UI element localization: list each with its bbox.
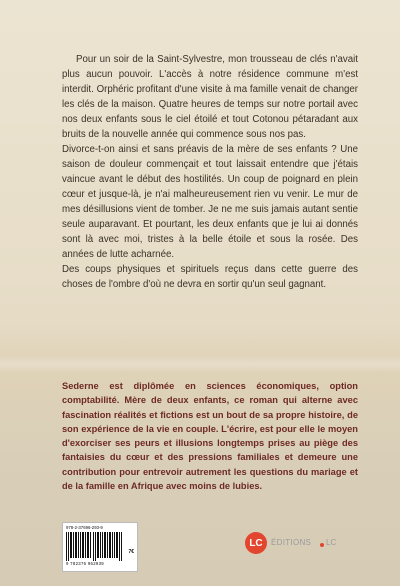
publisher-suffix: LC [326, 538, 337, 547]
barcode-number: 9 782376 962939 [66, 561, 104, 566]
publisher-logo-text: LC [249, 537, 263, 549]
barcode-bars [66, 532, 122, 561]
author-bio: Sederne est diplômée en sciences économiques, option comptabilité. Mère de deux enfants, ce roman qui alterne avec fascination réalités et fictions est un bout de sa propre histoire, de son expérience de la vie en couple. L'écrire, est pour elle le moyen d'exorciser ses peurs et illusions longtemps prises au piège des fantaisies du cœur et des pressions familiales et demeure une contribution pour entrevoir autrement les questions du mariage et de la famille en Afrique avec moins de lubies. [62, 381, 358, 492]
back-cover-blurb [62, 52, 358, 292]
isbn-label: 978-2-37696-293-9 [66, 525, 103, 530]
blurb-paragraph: Divorce-t-on ainsi et sans préavis de la mère de ses enfants ? Une saison de douleur commençait et tout laissait entendre que j'étais vaincue avant le début des hostilités. Un coup de poignard en plein cœur et jusque-là, je n'ai malheureusement rien vu venir. Le mur de mes désillusions vient de tomber. Je ne me suis jamais autant sentie seule auparavant. Et pourtant, les deux enfants que je lui ai donnés sont là avec moi, tristes à la belle étoile et sous la rosée. Des années de lutte acharnée. [62, 144, 358, 260]
publisher-name: ÉDITIONS [271, 538, 312, 547]
horizon-haze [0, 355, 400, 373]
publisher-dot-icon [320, 543, 324, 547]
blurb-paragraph: Des coups physiques et spirituels reçus dans cette guerre des choses de l'ombre d'où ne devra en sortir qu'un seul gagnant. [62, 264, 358, 290]
price-label: 7€ [128, 549, 134, 555]
blurb-paragraph: Pour un soir de la Saint-Sylvestre, mon trousseau de clés n'avait plus aucun pouvoir. L'accès à notre résidence commune m'est interdit. Orphéric profitant d'une visite à ma famille venait de changer les clés de la maison. Quatre heures de temps sur notre portail avec nos deux enfants sous le ciel étoilé et tout Cotonou pétaradant aux bruits de la nouvelle année qui commence sous nos pas. [62, 54, 358, 140]
barcode [62, 522, 138, 572]
publisher-logo [245, 532, 267, 554]
